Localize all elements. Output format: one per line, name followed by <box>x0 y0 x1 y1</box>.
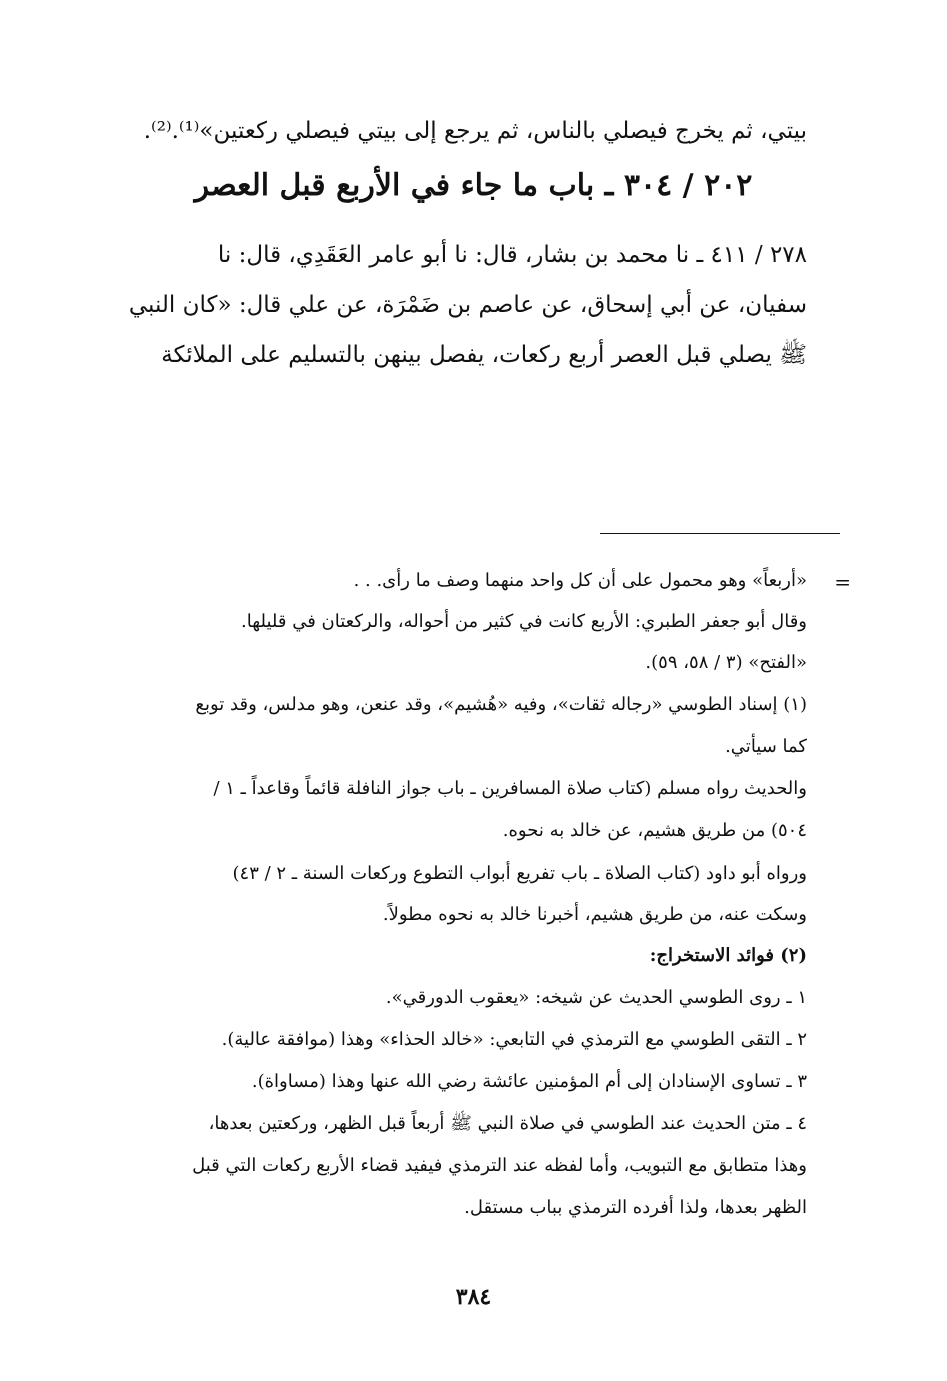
chapter-heading: ٢٠٢ / ٣٠٤ ـ باب ما جاء في الأربع قبل العصر <box>194 168 753 203</box>
footnote-line: ٣ ـ تساوى الإسنادان إلى أم المؤمنين عائشة رضي الله عنها وهذا (مساواة). <box>251 1071 807 1092</box>
footnote-line: «أربعاً» وهو محمول على أن كل واحد منهما وصف ما رأى. . . <box>353 570 807 591</box>
footnote-line: (١) إسناد الطوسي «رجاله ثقات»، وفيه «هُشيم»، وقد عنعن، وهو مدلس، وقد توبع <box>195 694 807 715</box>
footnote-line: وسكت عنه، من طريق هشيم، أخبرنا خالد به نحوه مطولاً. <box>382 904 807 925</box>
footnote-line: ٥٠٤) من طريق هشيم، عن خالد به نحوه. <box>502 820 807 841</box>
hadith-line: ٢٧٨ / ٤١١ ـ نا محمد بن بشار، قال: نا أبو عامر العَقَدِي، قال: نا <box>217 242 807 268</box>
footnote-line: ٢ ـ التقى الطوسي مع الترمذي في التابعي: «خالد الحذاء» وهذا (موافقة عالية). <box>221 1029 807 1050</box>
footnote-line: وقال أبو جعفر الطبري: الأربع كانت في كثير من أحواله، والركعتان في قليلها. <box>241 611 807 632</box>
hadith-line: ﷺ يصلي قبل العصر أربع ركعات، يفصل بينهن بالتسليم على الملائكة <box>161 342 807 368</box>
footnote-line: «الفتح» (٣ / ٥٨، ٥٩). <box>645 652 807 673</box>
footnote-line: والحديث رواه مسلم (كتاب صلاة المسافرين ـ باب جواز النافلة قائماً وقاعداً ـ ١ / <box>213 778 807 799</box>
footnote-line: وهذا متطابق مع التبويب، وأما لفظه عند الترمذي فيفيد قضاء الأربع ركعات التي قبل <box>192 1155 807 1176</box>
hadith-line: سفيان، عن أبي إسحاق، عن عاصم بن ضَمْرَة، عن علي قال: «كان النبي <box>128 292 807 318</box>
continued-text-line: بيتي، ثم يخرج فيصلي بالناس، ثم يرجع إلى بيتي فيصلي ركعتين»⁽¹⁾.⁽²⁾. <box>143 118 807 144</box>
footnote-line: ١ ـ روى الطوسي الحديث عن شيخه: «يعقوب الدورقي». <box>385 987 807 1008</box>
footnote-continuation-marker: = <box>834 570 851 594</box>
footnote-line: ٤ ـ متن الحديث عند الطوسي في صلاة النبي ﷺ أربعاً قبل الظهر، وركعتين بعدها، <box>208 1113 807 1134</box>
footnote-line: (٢) فوائد الاستخراج: <box>649 945 807 966</box>
page-number: ٣٨٤ <box>455 1284 492 1310</box>
footnote-separator <box>600 533 840 534</box>
footnote-line: ورواه أبو داود (كتاب الصلاة ـ باب تفريع أبواب التطوع وركعات السنة ـ ٢ / ٤٣) <box>232 863 807 884</box>
footnote-line: الظهر بعدها، ولذا أفرده الترمذي بباب مستقل. <box>464 1197 807 1218</box>
footnote-line: كما سيأتي. <box>725 736 807 757</box>
